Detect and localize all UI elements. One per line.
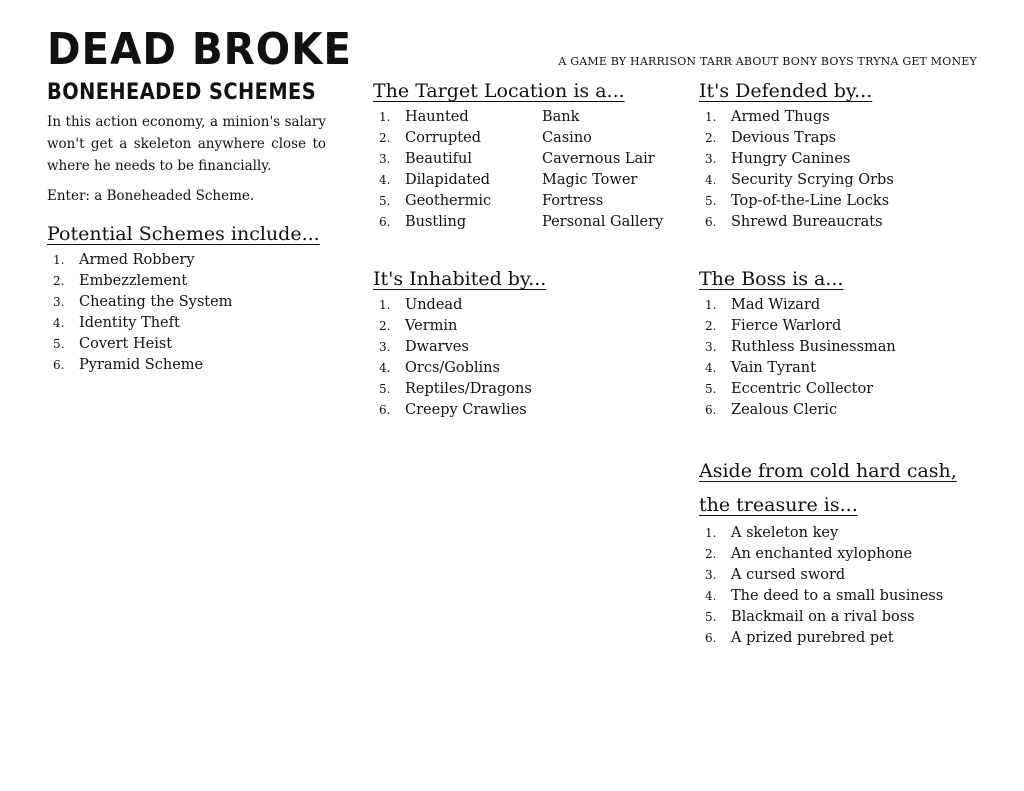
- treasure-heading-line2: the treasure is...: [699, 494, 858, 516]
- list-item: 2. Embezzlement: [53, 273, 188, 289]
- game-title: DEAD BROKE: [47, 24, 352, 75]
- list-item: 6. Creepy Crawlies: [379, 402, 527, 418]
- list-item: 1. Armed Robbery: [53, 252, 195, 268]
- list-item: 5. Geothermic Fortress: [379, 193, 604, 209]
- list-item: 2. Fierce Warlord: [705, 318, 842, 334]
- defended-heading: It's Defended by...: [699, 80, 873, 102]
- list-item: 1. Mad Wizard: [705, 297, 821, 313]
- enter-line: Enter: a Boneheaded Scheme.: [47, 188, 255, 204]
- list-item: 5. Eccentric Collector: [705, 381, 874, 397]
- list-item: 2. An enchanted xylophone: [705, 546, 913, 562]
- list-item: 3. Dwarves: [379, 339, 469, 355]
- target-list: [373, 107, 663, 233]
- list-item: 4. Dilapidated Magic Tower: [379, 172, 638, 188]
- list-item: 3. Hungry Canines: [705, 151, 851, 167]
- list-item: 6. A prized purebred pet: [705, 630, 894, 646]
- defended-section: [699, 80, 894, 233]
- list-item: 3. Cheating the System: [53, 294, 233, 310]
- list-item: 3. Ruthless Businessman: [705, 339, 896, 355]
- list-item: 4. Security Scrying Orbs: [705, 172, 894, 188]
- list-item: 2. Devious Traps: [705, 130, 837, 146]
- list-item: 2. Corrupted Casino: [379, 130, 592, 146]
- list-item: 1. Undead: [379, 297, 463, 313]
- inhabited-heading: It's Inhabited by...: [373, 268, 547, 290]
- list-item: 6. Bustling Personal Gallery: [379, 214, 664, 230]
- defended-list: [699, 107, 894, 233]
- list-item: 4. Identity Theft: [53, 315, 180, 331]
- list-item: 1. Haunted Bank: [379, 109, 580, 125]
- treasure-section: [699, 454, 957, 649]
- boss-heading: The Boss is a...: [699, 268, 844, 290]
- list-item: 5. Reptiles/Dragons: [379, 381, 532, 397]
- list-item: 1. A skeleton key: [705, 525, 839, 541]
- list-item: 5. Covert Heist: [53, 336, 173, 352]
- list-item: 1. Armed Thugs: [705, 109, 830, 125]
- schemes-list: [47, 250, 320, 376]
- treasure-list: [699, 523, 957, 649]
- list-item: 4. The deed to a small business: [705, 588, 944, 604]
- list-item: 2. Vermin: [379, 318, 458, 334]
- list-item: 6. Shrewd Bureaucrats: [705, 214, 883, 230]
- list-item: 6. Zealous Cleric: [705, 402, 838, 418]
- schemes-heading: Potential Schemes include...: [47, 223, 320, 245]
- section-subtitle: BONEHEADED SCHEMES: [47, 80, 317, 105]
- inhabited-section: [373, 268, 546, 421]
- list-item: 3. A cursed sword: [705, 567, 846, 583]
- list-item: 4. Orcs/Goblins: [379, 360, 500, 376]
- boss-list: [699, 295, 896, 421]
- boss-section: [699, 268, 896, 421]
- list-item: 5. Top-of-the-Line Locks: [705, 193, 890, 209]
- byline: A GAME BY HARRISON TARR ABOUT BONY BOYS TRYNA GET MONEY: [558, 55, 977, 68]
- list-item: 4. Vain Tyrant: [705, 360, 816, 376]
- treasure-heading-line1: Aside from cold hard cash,: [699, 460, 957, 482]
- list-item: 3. Beautiful Cavernous Lair: [379, 151, 655, 167]
- list-item: 6. Pyramid Scheme: [53, 357, 204, 373]
- schemes-section: [47, 223, 320, 376]
- target-heading: The Target Location is a...: [373, 80, 625, 102]
- list-item: 5. Blackmail on a rival boss: [705, 609, 915, 625]
- inhabited-list: [373, 295, 546, 421]
- intro-paragraph: In this action economy, a minion's salary won't get a skeleton anywhere close to where he needs to be financially.: [47, 114, 326, 174]
- target-section: [373, 80, 663, 233]
